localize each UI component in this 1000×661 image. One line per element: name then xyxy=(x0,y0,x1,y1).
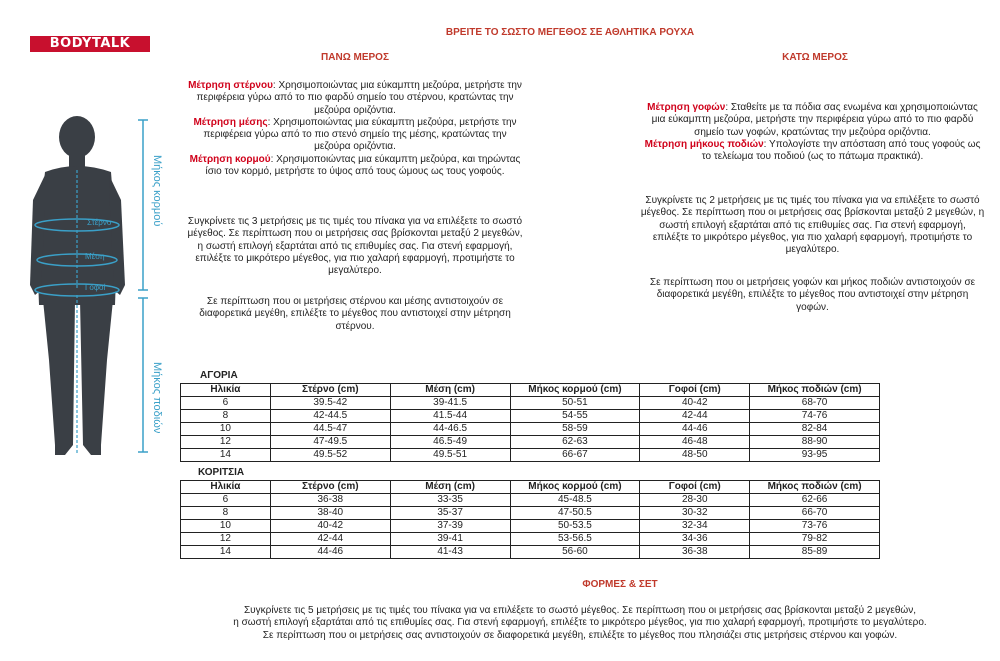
table-row xyxy=(181,546,880,559)
table-cell: 6 xyxy=(181,494,271,507)
table-row xyxy=(181,410,880,423)
column-header: Μέση (cm) xyxy=(390,481,510,494)
table-cell: 47-49.5 xyxy=(270,436,390,449)
table-cell: 39.5-42 xyxy=(270,397,390,410)
column-header: Ηλικία xyxy=(181,384,271,397)
top-compare-text: Συγκρίνετε τις 3 μετρήσεις με τις τιμές του πίνακα για να επιλέξετε το σωστό μέγεθος. Σε περίπτωση που οι μετρήσεις σας βρίσκονται μεταξύ 2 μεγεθών, η σωστή επιλογή εξαρτάται από τις επιθυμίες σας. Για στενή εφαρμογή, επιλέξτε το μικρότερο μέγεθος, για πιο χαλαρή εφαρμογή, προτιμήστε το μεγαλύτερο. xyxy=(187,216,523,277)
table-cell: 44-46 xyxy=(640,423,750,436)
table-cell: 36-38 xyxy=(270,494,390,507)
table-cell: 45-48.5 xyxy=(510,494,640,507)
table-cell: 58-59 xyxy=(510,423,640,436)
table-cell: 74-76 xyxy=(750,410,880,423)
sets-line-2: η σωστή επιλογή εξαρτάται από τις επιθυμίες σας. Για στενή εφαρμογή, επιλέξτε το μικρότερο μέγεθος, για πιο χαλαρή εφαρμογή, προτιμήστε το μεγαλύτερο. xyxy=(233,617,927,629)
table-cell: 39-41.5 xyxy=(390,397,510,410)
table-cell: 41-43 xyxy=(390,546,510,559)
table-cell: 50-53.5 xyxy=(510,520,640,533)
column-header: Γοφοί (cm) xyxy=(640,384,750,397)
table-cell: 88-90 xyxy=(750,436,880,449)
table-row xyxy=(181,520,880,533)
table-cell: 54-55 xyxy=(510,410,640,423)
table-cell: 93-95 xyxy=(750,449,880,462)
table-cell: 34-36 xyxy=(640,533,750,546)
bottom-heading: ΚΑΤΩ ΜΕΡΟΣ xyxy=(782,52,848,63)
table-cell: 32-34 xyxy=(640,520,750,533)
table-row xyxy=(181,423,880,436)
column-header: Γοφοί (cm) xyxy=(640,481,750,494)
waist-label: Μέση xyxy=(85,252,105,261)
bottom-compare-text: Συγκρίνετε τις 2 μετρήσεις με τις τιμές του πίνακα για να επιλέξετε το σωστό μέγεθος. Σε περίπτωση που οι μετρήσεις σας βρίσκονται μεταξύ 2 μεγεθών, η σωστή επιλογή εξαρτάται από τις επιθυμίες σας. Για στενή εφαρμογή, επιλέξτε το μικρότερο μέγεθος, για πιο χαλαρή εφαρμογή, προτιμήστε το μεγαλύτερο. xyxy=(640,195,985,256)
boys-size-table xyxy=(180,383,880,462)
table-cell: 33-35 xyxy=(390,494,510,507)
table-cell: 40-42 xyxy=(640,397,750,410)
table-row xyxy=(181,494,880,507)
table-cell: 49.5-51 xyxy=(390,449,510,462)
table-cell: 8 xyxy=(181,410,271,423)
table-cell: 38-40 xyxy=(270,507,390,520)
table-cell: 66-70 xyxy=(750,507,880,520)
table-cell: 53-56.5 xyxy=(510,533,640,546)
table-cell: 37-39 xyxy=(390,520,510,533)
table-cell: 50-51 xyxy=(510,397,640,410)
leg-length-label: Μήκος ποδιών xyxy=(151,362,163,434)
table-cell: 35-37 xyxy=(390,507,510,520)
table-header-row xyxy=(181,384,880,397)
table-cell: 6 xyxy=(181,397,271,410)
chest-label: Στέρνο xyxy=(87,218,112,227)
table-cell: 82-84 xyxy=(750,423,880,436)
table-cell: 62-66 xyxy=(750,494,880,507)
table-cell: 36-38 xyxy=(640,546,750,559)
torso-length-label: Μήκος κορμού xyxy=(151,155,163,227)
sets-heading: ΦΟΡΜΕΣ & ΣΕΤ xyxy=(582,579,658,590)
table-cell: 44-46 xyxy=(270,546,390,559)
table-cell: 47-50.5 xyxy=(510,507,640,520)
table-cell: 14 xyxy=(181,546,271,559)
table-cell: 62-63 xyxy=(510,436,640,449)
table-cell: 42-44 xyxy=(640,410,750,423)
hips-label: Γοφοί xyxy=(85,283,106,292)
column-header: Μήκος ποδιών (cm) xyxy=(750,481,880,494)
table-cell: 85-89 xyxy=(750,546,880,559)
boys-label: ΑΓΟΡΙΑ xyxy=(200,370,238,381)
table-cell: 41.5-44 xyxy=(390,410,510,423)
column-header: Μέση (cm) xyxy=(390,384,510,397)
table-row xyxy=(181,449,880,462)
column-header: Στέρνο (cm) xyxy=(270,384,390,397)
table-cell: 8 xyxy=(181,507,271,520)
bottom-instructions: Μέτρηση γοφών: Σταθείτε με τα πόδια σας ενωμένα και χρησιμοποιώντας μια εύκαμπτη μεζούρα, μετρήστε την περιφέρεια γύρω από το πιο φαρδύ σημείο των γοφών, κρατώντας την μεζούρα οριζόντια. Μέτρηση μήκους ποδιών: Υπολογίστε την απόσταση από τους γοφούς ως το τελείωμα του ποδιού (ως το πάτωμα πρακτικά). xyxy=(644,102,981,163)
table-cell: 30-32 xyxy=(640,507,750,520)
girls-size-table xyxy=(180,480,880,559)
body-figure xyxy=(25,100,175,470)
table-cell: 12 xyxy=(181,436,271,449)
column-header: Μήκος κορμού (cm) xyxy=(510,384,640,397)
table-cell: 42-44.5 xyxy=(270,410,390,423)
table-row xyxy=(181,533,880,546)
table-cell: 68-70 xyxy=(750,397,880,410)
table-cell: 28-30 xyxy=(640,494,750,507)
top-instructions: Μέτρηση στέρνου: Χρησιμοποιώντας μια εύκαμπτη μεζούρα, μετρήστε την περιφέρεια γύρω από το πιο φαρδύ σημείο του στέρνου, κρατώντας την μεζούρα οριζόντια. Μέτρηση μέσης: Χρησιμοποιώντας μια εύκαμπτη μεζούρα, μετρήστε την περιφέρεια γύρω από το πιο στενό σημείο της μέσης, κρατώντας την μεζούρα οριζόντια. Μέτρηση κορμού: Χρησιμοποιώντας μια εύκαμπτη μεζούρα, και τηρώντας ίσιο τον κορμό, μετρήστε το ύψος από τους ώμους ως τους γοφούς. xyxy=(188,80,522,178)
table-row xyxy=(181,436,880,449)
column-header: Ηλικία xyxy=(181,481,271,494)
column-header: Στέρνο (cm) xyxy=(270,481,390,494)
girls-label: ΚΟΡΙΤΣΙΑ xyxy=(198,467,245,478)
sets-text xyxy=(160,605,1000,642)
table-cell: 48-50 xyxy=(640,449,750,462)
table-cell: 40-42 xyxy=(270,520,390,533)
table-cell: 56-60 xyxy=(510,546,640,559)
table-cell: 10 xyxy=(181,520,271,533)
table-cell: 79-82 xyxy=(750,533,880,546)
bottom-note: Σε περίπτωση που οι μετρήσεις γοφών και μήκος ποδιών αντιστοιχούν σε διαφορετικά μεγέθη, επιλέξτε το μέγεθος που αντιστοιχεί στην μέτρηση γοφών. xyxy=(649,277,976,313)
table-cell: 10 xyxy=(181,423,271,436)
table-header-row xyxy=(181,481,880,494)
table-cell: 73-76 xyxy=(750,520,880,533)
table-cell: 39-41 xyxy=(390,533,510,546)
table-cell: 46-48 xyxy=(640,436,750,449)
table-cell: 44-46.5 xyxy=(390,423,510,436)
page-title: ΒΡΕΙΤΕ ΤΟ ΣΩΣΤΟ ΜΕΓΕΘΟΣ ΣΕ ΑΘΛΗΤΙΚΑ ΡΟΥΧΑ xyxy=(445,27,695,38)
table-cell: 44.5-47 xyxy=(270,423,390,436)
table-cell: 66-67 xyxy=(510,449,640,462)
table-cell: 12 xyxy=(181,533,271,546)
table-row xyxy=(181,397,880,410)
table-cell: 14 xyxy=(181,449,271,462)
table-cell: 42-44 xyxy=(270,533,390,546)
sets-line-3: Σε περίπτωση που οι μετρήσεις σας αντιστοιχούν σε διαφορετικά μεγέθη, επιλέξτε το μέγεθος που πλησιάζει στις μετρήσεις στέρνου και γοφών. xyxy=(262,629,898,641)
bodytalk-logo: BODYTALK xyxy=(30,36,150,52)
sets-line-1: Συγκρίνετε τις 5 μετρήσεις με τις τιμές του πίνακα για να επιλέξετε το σωστό μέγεθος. Σε περίπτωση που οι μετρήσεις σας βρίσκονται μεταξύ 2 μεγεθών, xyxy=(244,605,916,616)
table-cell: 49.5-52 xyxy=(270,449,390,462)
table-row xyxy=(181,507,880,520)
top-heading: ΠΑΝΩ ΜΕΡΟΣ xyxy=(321,52,389,63)
top-note: Σε περίπτωση που οι μετρήσεις στέρνου και μέσης αντιστοιχούν σε διαφορετικά μεγέθη, επιλέξτε το μέγεθος που αντιστοιχεί στην μέτρηση στέρνου. xyxy=(199,296,511,332)
column-header: Μήκος κορμού (cm) xyxy=(510,481,640,494)
table-cell: 46.5-49 xyxy=(390,436,510,449)
column-header: Μήκος ποδιών (cm) xyxy=(750,384,880,397)
